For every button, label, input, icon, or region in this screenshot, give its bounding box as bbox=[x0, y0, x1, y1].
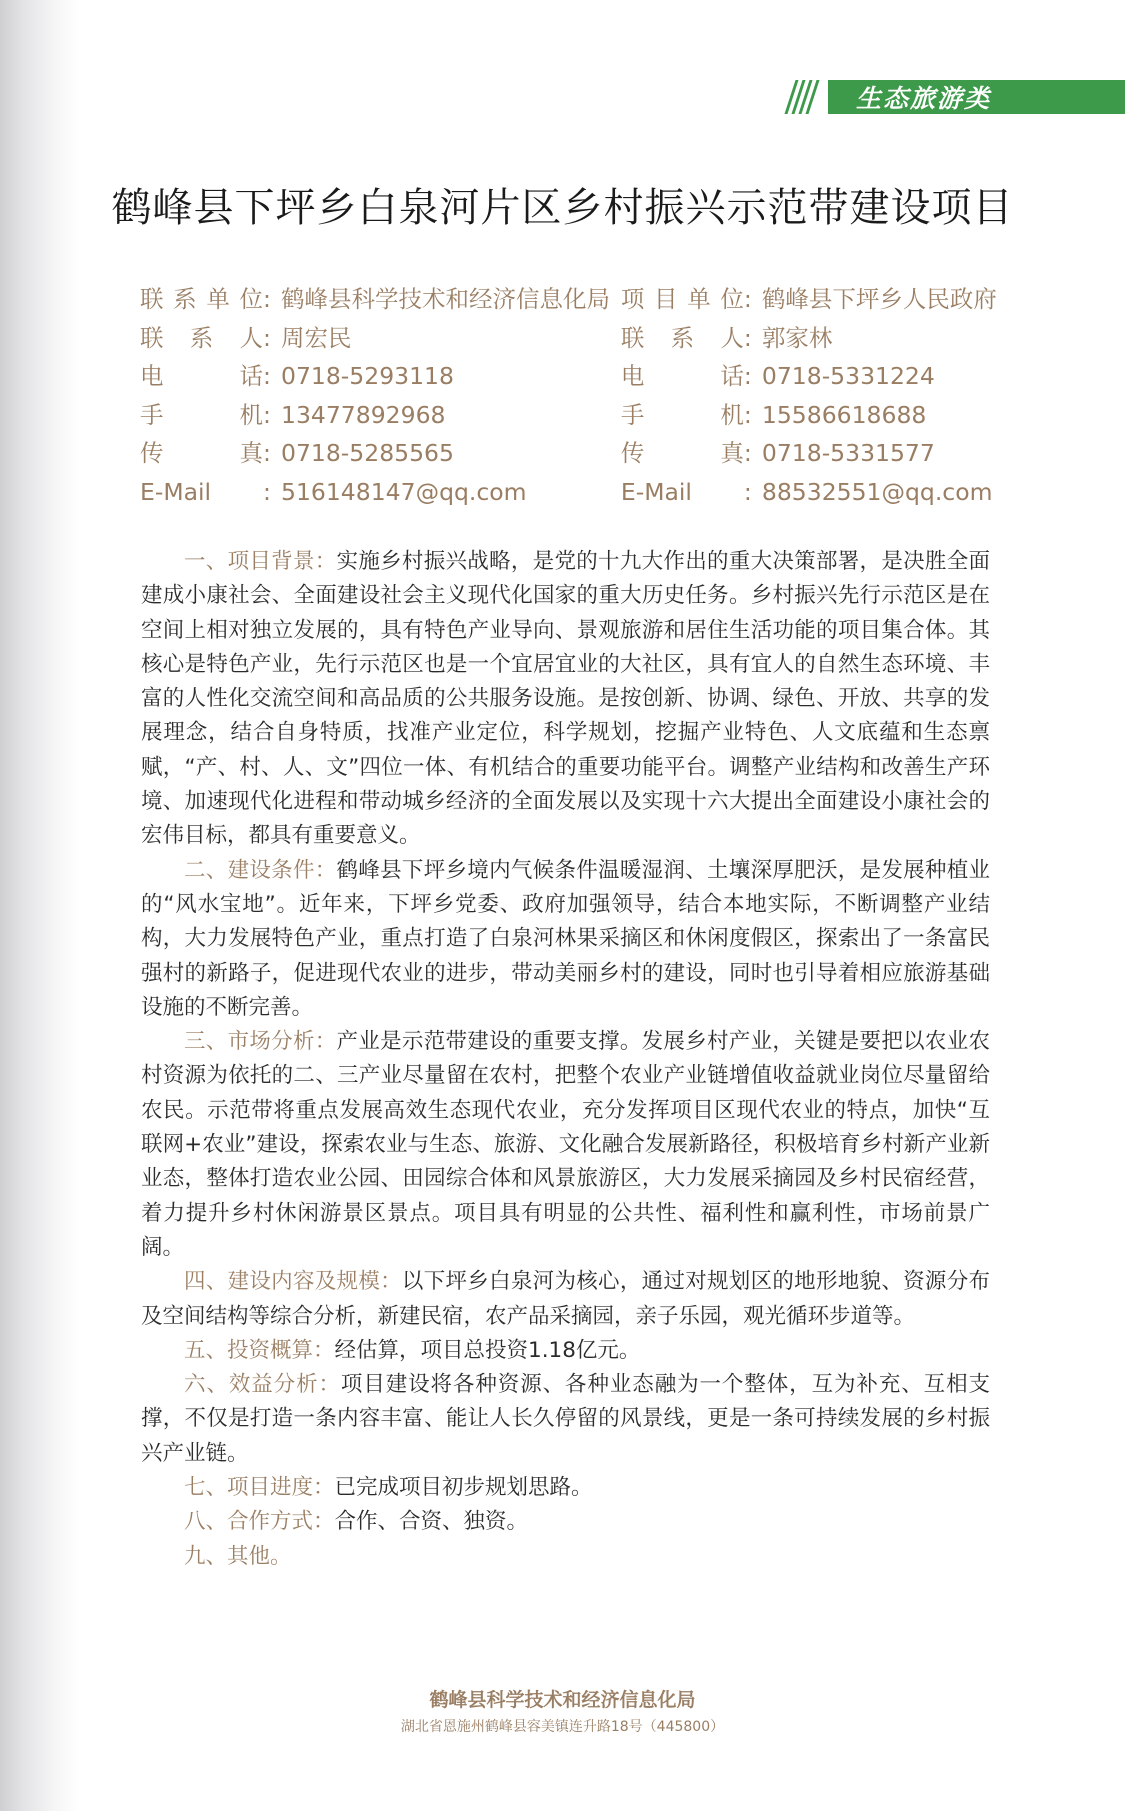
contact-row: 联系单位 : 鹤峰县科学技术和经济信息化局 bbox=[140, 280, 621, 319]
contact-label: 联 系 人 bbox=[140, 323, 263, 352]
contact-label: 联系单位 bbox=[140, 285, 263, 313]
footer-address: 湖北省恩施州鹤峰县容美镇连升路18号（445800） bbox=[400, 1719, 725, 1735]
contact-label: 联 系 人 bbox=[620, 323, 744, 352]
contact-row: E-Mail : 88532551@qq.com bbox=[621, 473, 1010, 512]
contact-label: 电 话 bbox=[140, 362, 263, 390]
contact-label: E-Mail bbox=[140, 477, 212, 506]
contact-row: 传 真 : 0718-5285565 bbox=[140, 434, 621, 473]
contact-value: 郭家林 bbox=[761, 323, 833, 352]
contact-value: 0718-5293118 bbox=[281, 362, 454, 390]
contact-email: 516148147@qq.com bbox=[281, 477, 527, 506]
section-heading: 五、投资概算： bbox=[184, 1337, 335, 1363]
section-heading: 二、建设条件： bbox=[184, 857, 337, 883]
contact-row: E-Mail : 516148147@qq.com bbox=[140, 473, 621, 512]
contact-row: 联 系 人 : 周宏民 bbox=[140, 319, 621, 358]
contact-row: 电 话 : 0718-5331224 bbox=[621, 357, 1010, 396]
section-text: 实施乡村振兴战略，是党的十九大作出的重大决策部署，是决胜全面建成小康社会、全面建设社会主义现代化国家的重大历史任务。乡村振兴先行示范区是在空间上相对独立发展的，具有特色产业导向、景观旅游和居住生活功能的项目集合体。其核心是特色产业，先行示范区也是一个宜居宜业的大社区，具有宜人的自然生态环境、丰富的人性化交流空间和高品质的公共服务设施。是按创新、协调、绿色、开放、共享的发展理念，结合自身特质，找准产业定位，科学规划，挖掘产业特色、人文底蕴和生态禀赋，“产、村、人、文”四位一体、有机结合的重要功能平台。调整产业结构和改善生产环境、加速现代化进程和带动城乡经济的全面发展以及实现十六大提出全面建设小康社会的宏伟目标，都具有重要意义。 bbox=[141, 549, 990, 849]
section-text: 项目建设将各种资源、各种业态融为一个整体，互为补充、互相支撑，不仅是打造一条内容丰富、能让人长久停留的风景线，更是一条可持续发展的乡村振兴产业链。 bbox=[141, 1372, 990, 1466]
section-heading: 三、市场分析： bbox=[184, 1029, 337, 1055]
contact-value: 13477892968 bbox=[281, 400, 446, 429]
section-background bbox=[141, 545, 990, 854]
section-heading: 七、项目进度： bbox=[184, 1475, 335, 1501]
category-label: 生态旅游类 bbox=[828, 80, 1125, 114]
section-text: 合作、合资、独资。 bbox=[334, 1509, 529, 1535]
section-heading: 八、合作方式： bbox=[184, 1509, 335, 1535]
page-title: 鹤峰县下坪乡白泉河片区乡村振兴示范带建设项目 bbox=[111, 185, 1014, 231]
contact-column-right bbox=[621, 280, 1010, 511]
section-conditions bbox=[141, 854, 990, 1025]
contact-row: 项目单位 : 鹤峰县下坪乡人民政府 bbox=[621, 280, 1010, 319]
page-binding-shadow bbox=[0, 0, 80, 1811]
contact-label: 手 机 bbox=[140, 400, 263, 429]
contact-row: 传 真 : 0718-5331577 bbox=[621, 434, 1010, 473]
section-investment bbox=[141, 1334, 990, 1368]
contact-info bbox=[140, 280, 1010, 511]
contact-row: 手 机 : 15586618688 bbox=[621, 396, 1010, 435]
contact-label: 项目单位 bbox=[620, 285, 744, 313]
contact-label: 手 机 bbox=[620, 400, 744, 429]
section-market bbox=[141, 1025, 990, 1265]
project-description bbox=[141, 545, 990, 1574]
page-footer bbox=[0, 1685, 1125, 1736]
section-text: 产业是示范带建设的重要支撑。发展乡村产业，关键是要把以农业农村资源为依托的二、三产业尽量留在农村，把整个农业产业链增值收益就业岗位尽量留给农民。示范带将重点发展高效生态现代农业，充分发挥项目区现代农业的特点，加快“互联网+农业”建设，探索农业与生态、旅游、文化融合发展新路径，积极培育乡村新产业新业态，整体打造农业公园、田园综合体和风景旅游区，大力发展采摘园及乡村民宿经营，着力提升乡村休闲游景区景点。项目具有明显的公共性、福利性和赢利性，市场前景广阔。 bbox=[141, 1029, 990, 1260]
category-tag bbox=[790, 80, 1125, 114]
section-benefits bbox=[141, 1368, 990, 1471]
contact-value: 0718-5331577 bbox=[761, 439, 935, 467]
contact-column-left bbox=[140, 280, 621, 511]
section-heading: 一、项目背景： bbox=[184, 549, 337, 574]
footer-organization: 鹤峰县科学技术和经济信息化局 bbox=[429, 1689, 696, 1711]
section-text: 鹤峰县下坪乡境内气候条件温暖湿润、土壤深厚肥沃，是发展种植业的“风水宝地”。近年来，下坪乡党委、政府加强领导，结合本地实际，不断调整产业结构，大力发展特色产业，重点打造了白泉河林果采摘区和休闲度假区，探索出了一条富民强村的新路子，促进现代农业的进步，带动美丽乡村的建设，同时也引导着相应旅游基础设施的不断完善。 bbox=[141, 857, 990, 1020]
section-text: 已完成项目初步规划思路。 bbox=[334, 1475, 593, 1501]
section-other bbox=[141, 1540, 990, 1574]
contact-value: 0718-5331224 bbox=[761, 362, 935, 390]
section-progress bbox=[141, 1471, 990, 1505]
contact-value: 鹤峰县科学技术和经济信息化局 bbox=[281, 285, 610, 313]
section-heading: 四、建设内容及规模： bbox=[184, 1269, 402, 1295]
contact-value: 15586618688 bbox=[761, 400, 927, 429]
contact-label: 传 真 bbox=[620, 439, 744, 467]
contact-row: 电 话 : 0718-5293118 bbox=[140, 357, 621, 396]
contact-label: 电 话 bbox=[620, 362, 744, 390]
contact-row: 手 机 : 13477892968 bbox=[140, 396, 621, 435]
contact-label: 传 真 bbox=[140, 439, 263, 467]
contact-value: 0718-5285565 bbox=[281, 439, 454, 467]
tag-stripes bbox=[784, 80, 829, 114]
section-heading: 六、效益分析： bbox=[184, 1372, 341, 1398]
contact-row: 联 系 人 : 郭家林 bbox=[621, 319, 1010, 358]
section-heading: 九、其他。 bbox=[184, 1543, 292, 1569]
section-cooperation bbox=[141, 1505, 990, 1539]
contact-label: E-Mail bbox=[620, 477, 692, 506]
section-text: 经估算，项目总投资1.18亿元。 bbox=[334, 1337, 641, 1363]
section-text: 以下坪乡白泉河为核心，通过对规划区的地形地貌、资源分布及空间结构等综合分析，新建民宿，农产品采摘园，亲子乐园，观光循环步道等。 bbox=[141, 1269, 990, 1329]
contact-value: 周宏民 bbox=[281, 323, 352, 352]
section-scope bbox=[141, 1265, 990, 1334]
contact-email: 88532551@qq.com bbox=[761, 477, 993, 506]
contact-value: 鹤峰县下坪乡人民政府 bbox=[761, 285, 997, 313]
